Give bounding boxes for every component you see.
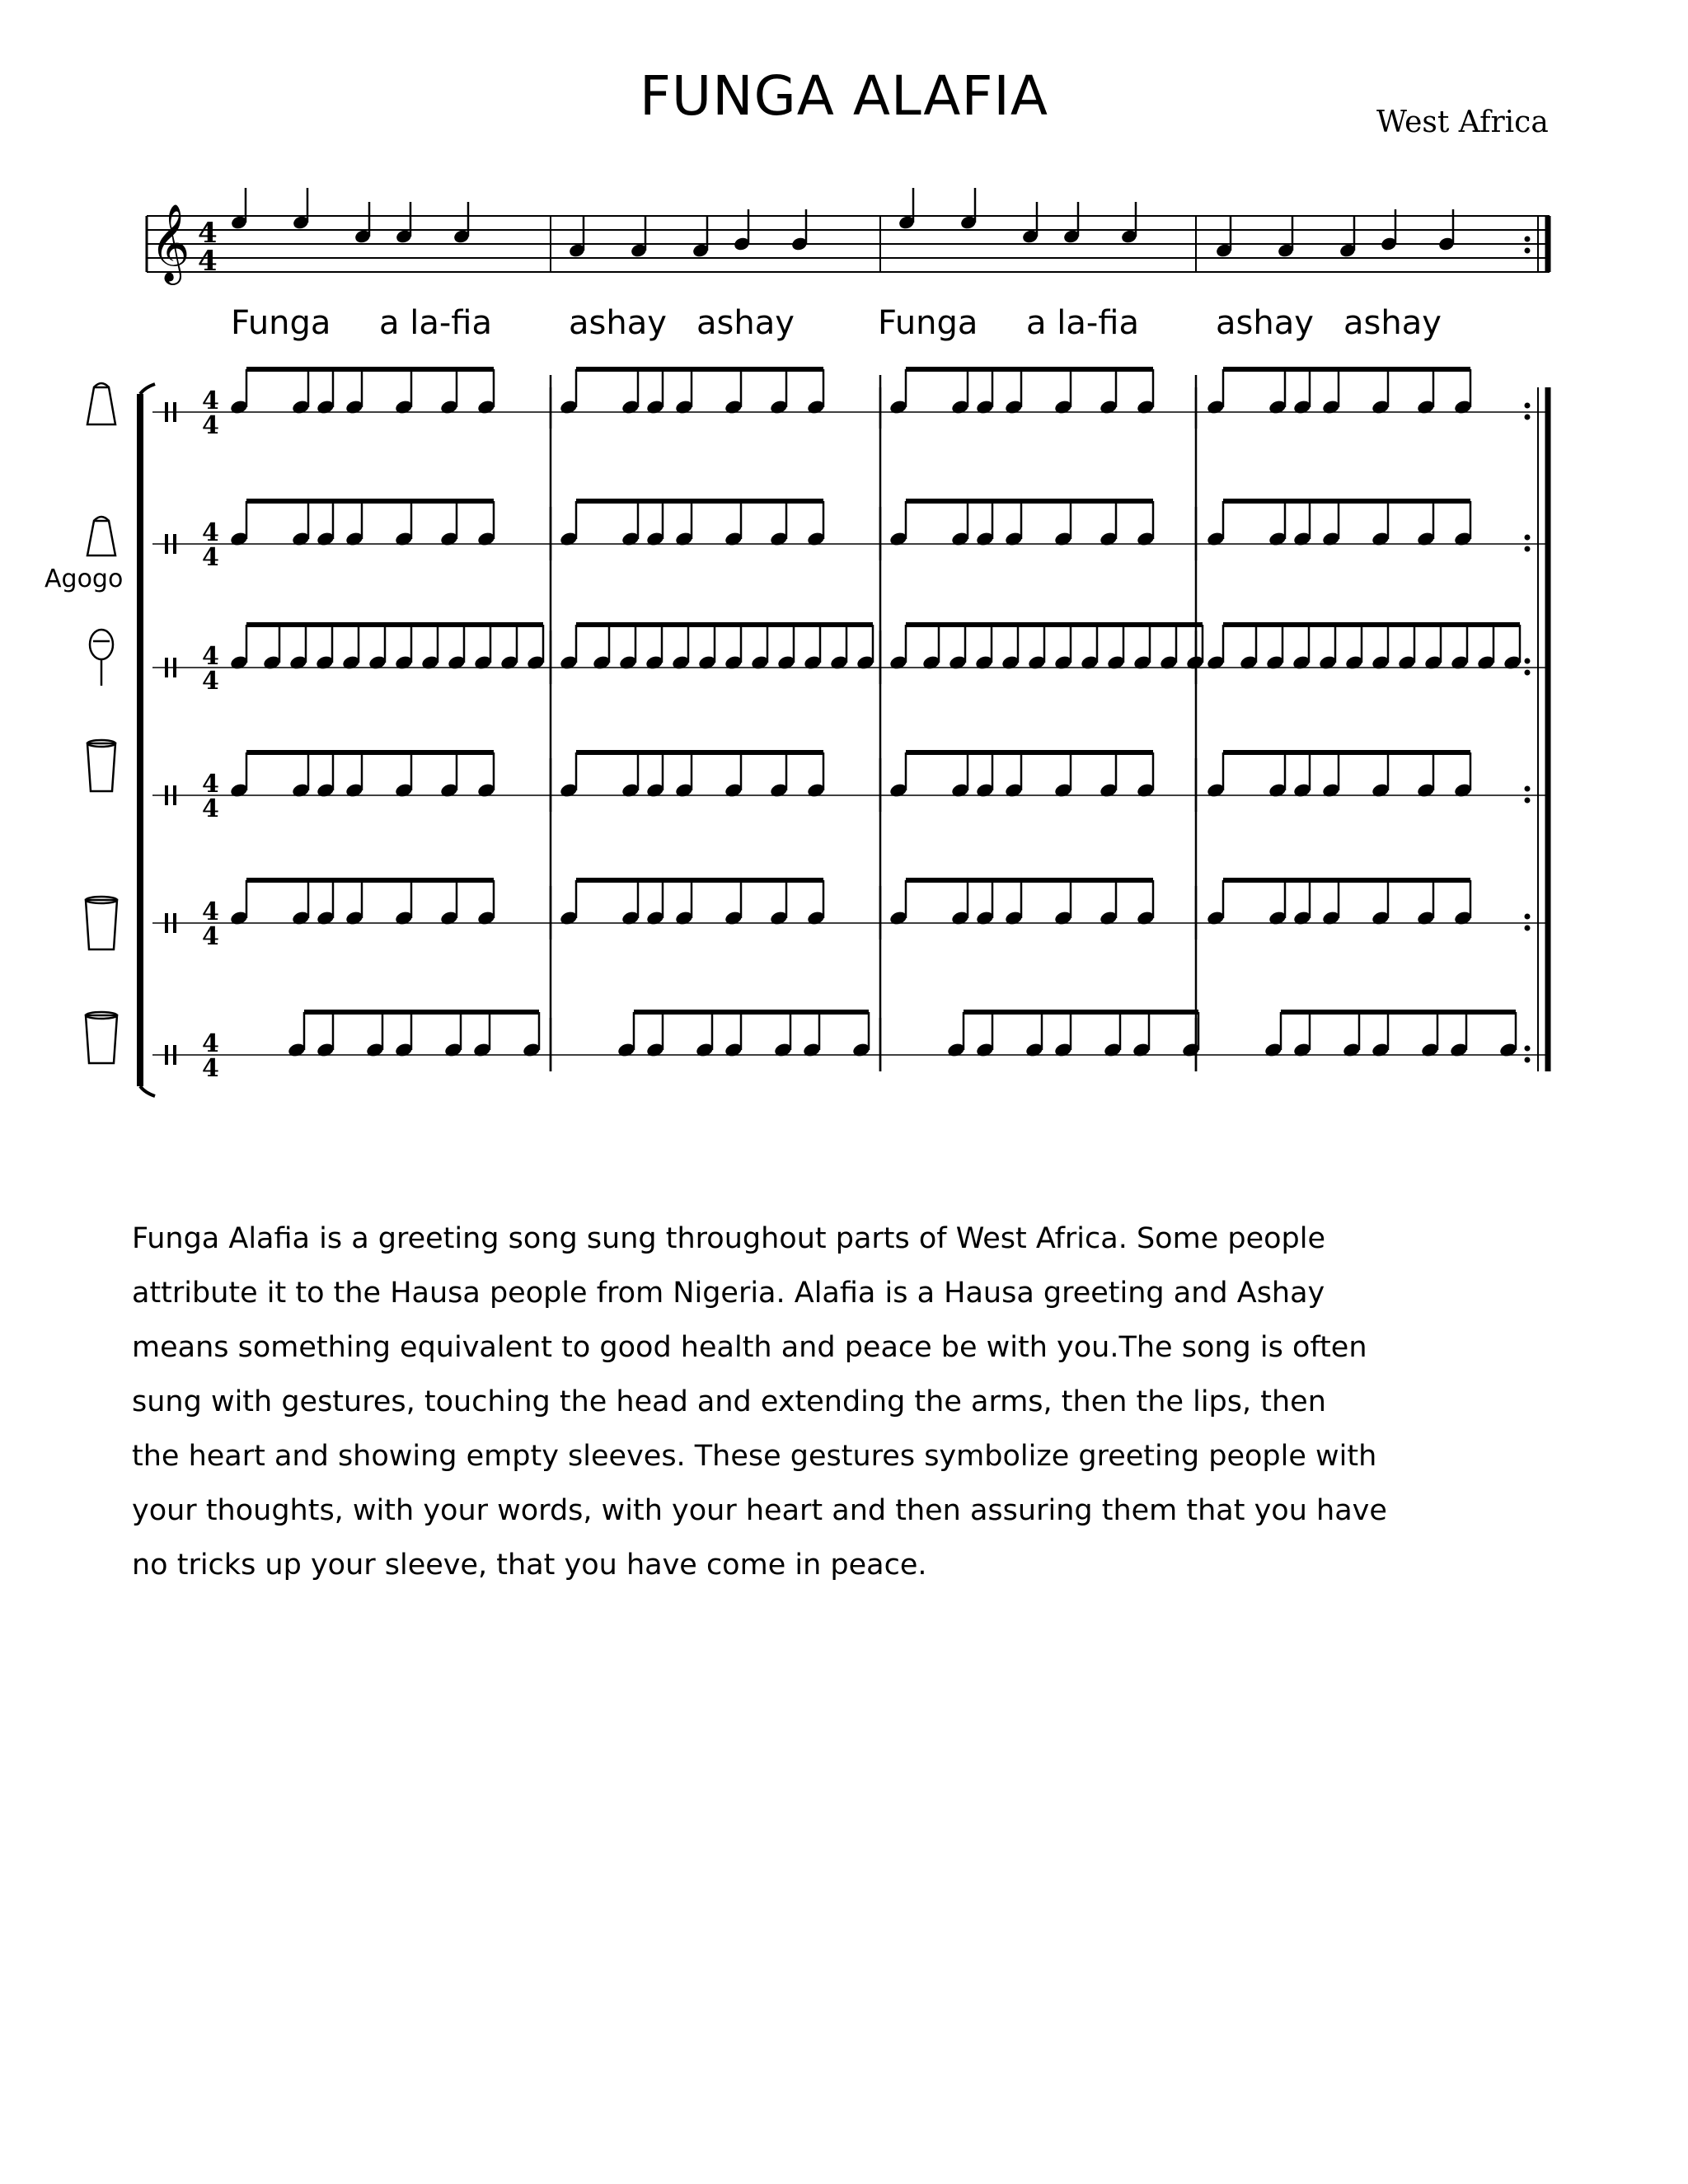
repeat-dot bbox=[1525, 798, 1531, 804]
note-beam bbox=[1281, 1010, 1516, 1015]
note-beam bbox=[906, 367, 1153, 372]
note-beam bbox=[906, 622, 1203, 627]
note-beam bbox=[1223, 878, 1470, 883]
treble-clef-icon: 𝄞 bbox=[150, 204, 190, 282]
repeat-dot bbox=[1525, 786, 1531, 792]
lyric-syllable: ashay bbox=[1343, 304, 1442, 342]
description-line: no tricks up your sleeve, that you have come in peace. bbox=[132, 1549, 927, 1582]
description-line: Funga Alafia is a greeting song sung throughout parts of West Africa. Some people bbox=[132, 1222, 1325, 1255]
repeat-dot bbox=[1525, 546, 1531, 552]
lyric-syllable: Funga bbox=[878, 304, 978, 342]
note-beam bbox=[576, 499, 823, 504]
percussion-staves bbox=[152, 367, 1550, 1083]
perc-time-bottom: 4 bbox=[202, 794, 219, 823]
perc-time-bottom: 4 bbox=[202, 543, 219, 572]
perc-time-top: 4 bbox=[202, 770, 219, 799]
note-beam bbox=[906, 499, 1153, 504]
lyrics bbox=[231, 304, 1442, 342]
description-line: the heart and showing empty sleeves. These gestures symbolize greeting people with bbox=[132, 1440, 1377, 1473]
perc-time-top: 4 bbox=[202, 898, 219, 926]
bell-icon bbox=[87, 383, 115, 424]
note-beam bbox=[964, 1010, 1198, 1015]
melody-notes bbox=[230, 188, 1456, 259]
perc-time-bottom: 4 bbox=[202, 922, 219, 951]
perc-clef bbox=[165, 402, 168, 422]
perc-time-top: 4 bbox=[202, 387, 219, 415]
repeat-dot bbox=[1525, 1046, 1531, 1052]
repeat-dot bbox=[1525, 926, 1531, 931]
repeat-dot bbox=[1525, 403, 1531, 409]
perc-clef bbox=[165, 534, 168, 554]
time-sig-top: 4 bbox=[198, 217, 218, 250]
note-beam bbox=[246, 367, 494, 372]
lyric-syllable: ashay bbox=[1216, 304, 1314, 342]
song-origin: West Africa bbox=[1376, 105, 1549, 139]
repeat-dot bbox=[1525, 658, 1531, 664]
lyric-syllable: ashay bbox=[696, 304, 795, 342]
repeat-dot bbox=[1525, 670, 1531, 676]
melody-staff bbox=[147, 216, 1550, 272]
drum-icon bbox=[86, 897, 117, 949]
perc-time-bottom: 4 bbox=[202, 411, 219, 440]
description-line: attribute it to the Hausa people from Nigeria. Alafia is a Hausa greeting and Ashay bbox=[132, 1277, 1325, 1310]
repeat-dot bbox=[1525, 415, 1531, 420]
time-sig-bottom: 4 bbox=[198, 245, 218, 278]
note-beam bbox=[906, 878, 1153, 883]
note-beam bbox=[1223, 622, 1520, 627]
note-beam bbox=[246, 878, 494, 883]
perc-clef bbox=[173, 913, 176, 933]
percussion-bracket bbox=[140, 384, 155, 1096]
perc-clef bbox=[165, 1045, 168, 1065]
description-line: means something equivalent to good health and peace be with you.The song is often bbox=[132, 1331, 1367, 1364]
note-beam bbox=[576, 367, 823, 372]
repeat-dot bbox=[1525, 1057, 1531, 1063]
maraca-icon bbox=[90, 630, 113, 686]
perc-clef bbox=[173, 1045, 176, 1065]
description-line: your thoughts, with your words, with your heart and then assuring them that you have bbox=[132, 1494, 1387, 1527]
note-beam bbox=[1223, 499, 1470, 504]
perc-clef bbox=[165, 785, 168, 805]
lyric-syllable: Funga bbox=[231, 304, 331, 342]
perc-clef bbox=[173, 785, 176, 805]
agogo-label: Agogo bbox=[45, 565, 124, 593]
perc-clef bbox=[173, 534, 176, 554]
agogo-bell-icon bbox=[87, 517, 115, 555]
note-beam bbox=[246, 622, 543, 627]
perc-clef bbox=[165, 913, 168, 933]
perc-time-bottom: 4 bbox=[202, 1054, 219, 1083]
drum-icon bbox=[87, 740, 115, 791]
note-beam bbox=[304, 1010, 539, 1015]
note-beam bbox=[906, 750, 1153, 755]
song-title: FUNGA ALAFIA bbox=[639, 64, 1049, 128]
description bbox=[132, 1212, 1582, 1592]
perc-time-top: 4 bbox=[202, 1029, 219, 1058]
note-beam bbox=[576, 622, 873, 627]
perc-clef bbox=[173, 658, 176, 677]
lyric-syllable: a la-fia bbox=[1026, 304, 1139, 342]
note-beam bbox=[576, 750, 823, 755]
drum-icon bbox=[86, 1012, 117, 1063]
description-line: sung with gestures, touching the head and extending the arms, then the lips, then bbox=[132, 1385, 1326, 1418]
note-beam bbox=[246, 499, 494, 504]
perc-clef bbox=[165, 658, 168, 677]
perc-time-top: 4 bbox=[202, 518, 219, 547]
lyric-syllable: ashay bbox=[569, 304, 667, 342]
lyric-syllable: a la-fia bbox=[379, 304, 492, 342]
note-beam bbox=[1223, 367, 1470, 372]
perc-clef bbox=[173, 402, 176, 422]
repeat-dot bbox=[1525, 535, 1531, 541]
perc-time-bottom: 4 bbox=[202, 667, 219, 696]
perc-time-top: 4 bbox=[202, 642, 219, 671]
note-beam bbox=[634, 1010, 869, 1015]
note-beam bbox=[576, 878, 823, 883]
note-beam bbox=[246, 750, 494, 755]
note-beam bbox=[1223, 750, 1470, 755]
repeat-dot bbox=[1525, 914, 1531, 920]
